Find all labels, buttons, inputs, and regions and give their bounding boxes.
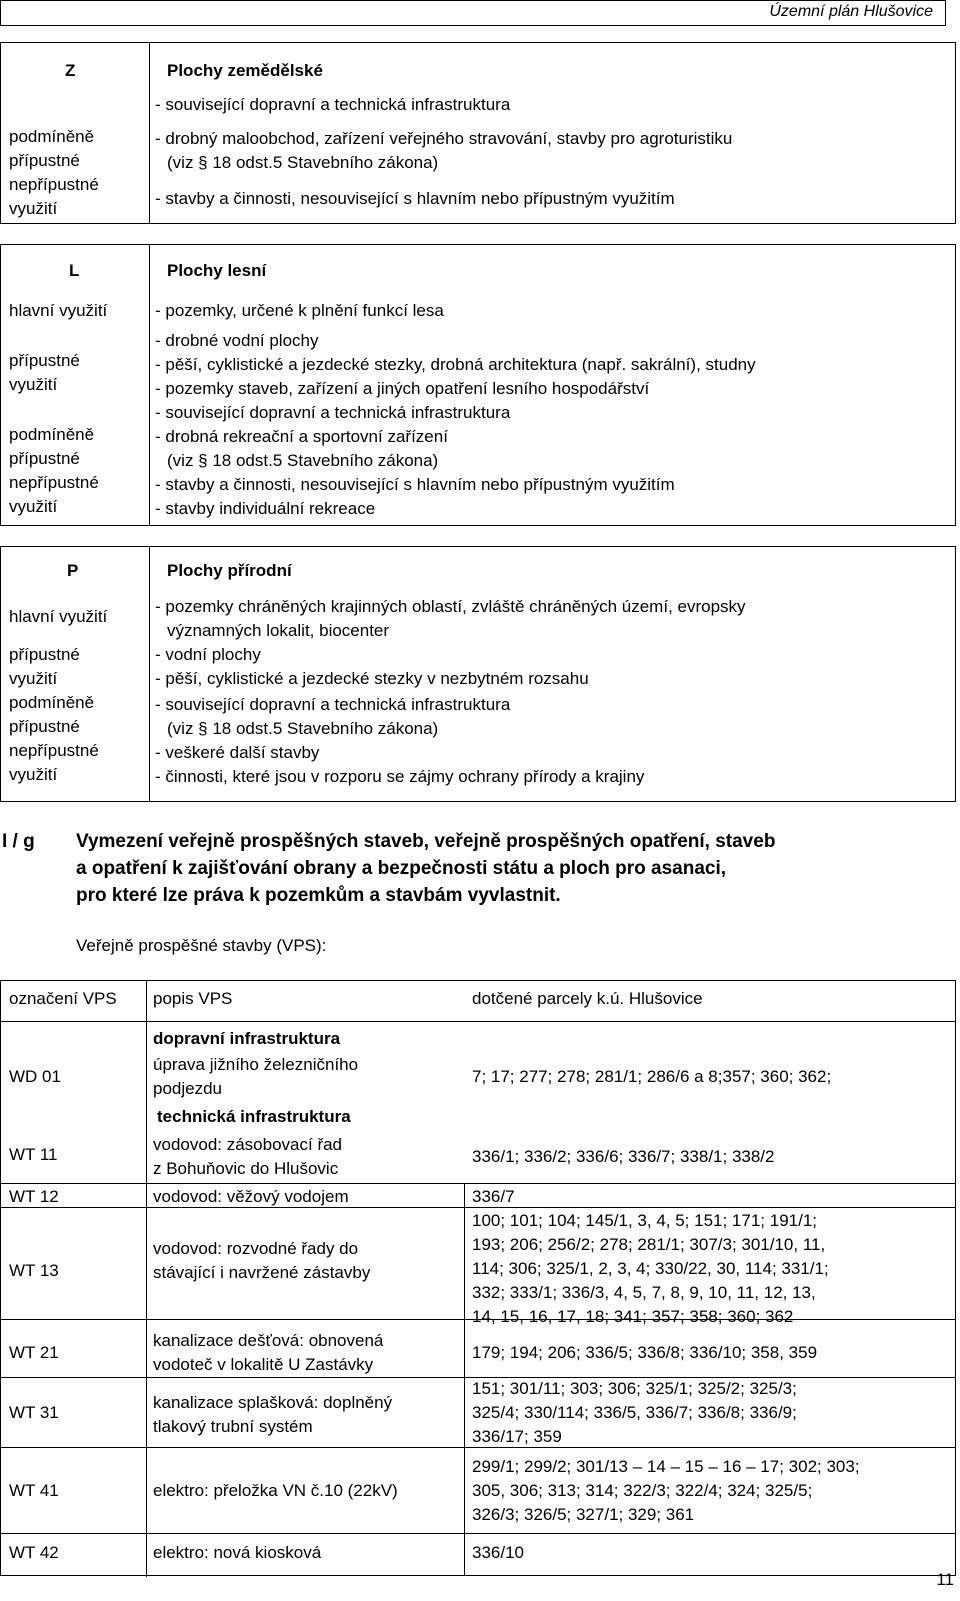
column-divider: [149, 245, 150, 525]
document-title: Územní plán Hlušovice: [769, 3, 933, 20]
column-header: popis VPS: [153, 989, 233, 1008]
text-line: (viz § 18 odst.5 Stavebního zákona): [167, 451, 439, 470]
group-heading: technická infrastruktura: [157, 1107, 351, 1126]
label: využití: [9, 497, 58, 516]
group-heading: dopravní infrastruktura: [153, 1029, 341, 1048]
label: využití: [9, 669, 58, 688]
row-divider: [1, 1533, 955, 1534]
vps-parcels: 179; 194; 206; 336/5; 336/8; 336/10; 358, 359: [472, 1343, 818, 1362]
text-line: - pozemky, určené k plnění funkcí lesa: [155, 301, 444, 320]
text-line: - drobné vodní plochy: [155, 331, 319, 350]
vps-desc: podjezdu: [153, 1079, 223, 1098]
vps-code: WD 01: [9, 1067, 61, 1086]
text-line: významných lokalit, biocenter: [167, 621, 390, 640]
col-divider: [146, 981, 147, 1577]
vps-code: WT 21: [9, 1343, 59, 1362]
vps-parcels: 299/1; 299/2; 301/13 – 14 – 15 – 16 – 17; 302; 303;: [472, 1457, 860, 1476]
text-line: - stavby individuální rekreace: [155, 499, 376, 518]
vps-desc: úprava jižního železničního: [153, 1055, 359, 1074]
label: podmíněně: [9, 127, 95, 146]
label: hlavní využití: [9, 301, 108, 320]
vps-parcels: 7; 17; 277; 278; 281/1; 286/6 a 8;357; 360; 362;: [472, 1067, 832, 1086]
vps-parcels: 336/7: [472, 1187, 515, 1206]
column-header: dotčené parcely k.ú. Hlušovice: [472, 989, 703, 1008]
vps-code: WT 11: [9, 1145, 58, 1164]
text-line: - pěší, cyklistické a jezdecké stezky v nezbytném rozsahu: [155, 669, 589, 688]
text-line: - drobná rekreační a sportovní zařízení: [155, 427, 448, 446]
vps-desc: stávající i navržené zástavby: [153, 1263, 371, 1282]
vps-parcels: 100; 101; 104; 145/1, 3, 4, 5; 151; 171; 191/1;: [472, 1211, 818, 1230]
text-line: - pozemky chráněných krajinných oblastí, zvláště chráněných území, evropsky: [155, 597, 746, 616]
vps-desc: vodovod: věžový vodojem: [153, 1187, 349, 1206]
text-line: - související dopravní a technická infrastruktura: [155, 403, 511, 422]
label: využití: [9, 765, 58, 784]
section-code: P: [67, 561, 79, 580]
row-divider: [1, 1183, 955, 1184]
text-line: (viz § 18 odst.5 Stavebního zákona): [167, 153, 439, 172]
vps-parcels: 193; 206; 256/2; 278; 281/1; 307/3; 301/10, 11,: [472, 1235, 826, 1254]
section-code: L: [69, 261, 80, 280]
vps-parcels: 14, 15, 16, 17, 18; 341; 357; 358; 360; 362: [472, 1307, 794, 1326]
section-code: I / g: [2, 831, 35, 852]
page-number: 11: [936, 1570, 954, 1589]
vps-desc: vodoteč v lokalitě U Zastávky: [153, 1355, 374, 1374]
text-line: - související dopravní a technická infrastruktura: [155, 695, 511, 714]
section-code: Z: [65, 61, 76, 80]
vps-parcels: 325/4; 330/114; 336/5, 336/7; 336/8; 336/9;: [472, 1403, 797, 1422]
section-title: Plochy zemědělské: [167, 61, 323, 80]
vps-desc: vodovod: rozvodné řady do: [153, 1239, 359, 1258]
vps-desc: z Bohuňovic do Hlušovic: [153, 1159, 339, 1178]
vps-desc: kanalizace splašková: doplněný: [153, 1393, 393, 1412]
text-line: - činnosti, které jsou v rozporu se zájmy ochrany přírody a krajiny: [155, 767, 645, 786]
text-line: - veškeré další stavby: [155, 743, 320, 762]
vps-parcels: 336/1; 336/2; 336/6; 336/7; 338/1; 338/2: [472, 1147, 775, 1166]
label: přípustné: [9, 645, 80, 664]
label: podmíněně: [9, 425, 95, 444]
label: podmíněně: [9, 693, 95, 712]
column-header: označení VPS: [9, 989, 117, 1008]
heading-line: Vymezení veřejně prospěšných staveb, veřejně prospěšných opatření, staveb: [76, 831, 776, 852]
col-divider: [464, 1183, 465, 1575]
label: nepřípustné: [9, 175, 99, 194]
text-line: - stavby a činnosti, nesouvisející s hlavním nebo přípustným využitím: [155, 475, 675, 494]
label: nepřípustné: [9, 741, 99, 760]
column-divider: [149, 43, 150, 223]
label: využití: [9, 375, 58, 394]
vps-desc: elektro: nová kiosková: [153, 1543, 322, 1562]
text-line: - drobný maloobchod, zařízení veřejného stravování, stavby pro agroturistiku: [155, 129, 733, 148]
vps-desc: kanalizace dešťová: obnovená: [153, 1331, 384, 1350]
vps-parcels: 332; 333/1; 336/3, 4, 5, 7, 8, 9, 10, 11, 12, 13,: [472, 1283, 816, 1302]
label: přípustné: [9, 717, 80, 736]
label: hlavní využití: [9, 607, 108, 626]
text-line: - vodní plochy: [155, 645, 261, 664]
label: využití: [9, 199, 58, 218]
section-p: [0, 546, 956, 802]
page-header: [0, 0, 946, 26]
text-line: (viz § 18 odst.5 Stavebního zákona): [167, 719, 439, 738]
text-line: - související dopravní a technická infrastruktura: [155, 95, 511, 114]
section-l: [0, 244, 956, 526]
label: přípustné: [9, 351, 80, 370]
subheading: Veřejně prospěšné stavby (VPS):: [76, 936, 327, 955]
column-divider: [149, 547, 150, 801]
vps-code: WT 31: [9, 1403, 59, 1422]
vps-code: WT 42: [9, 1543, 59, 1562]
vps-desc: tlakový trubní systém: [153, 1417, 313, 1436]
vps-table: [0, 980, 956, 1576]
text-line: - pozemky staveb, zařízení a jiných opatření lesního hospodářství: [155, 379, 650, 398]
vps-parcels: 114; 306; 325/1, 2, 3, 4; 330/22, 30, 114; 331/1;: [472, 1259, 829, 1278]
vps-parcels: 326/3; 326/5; 327/1; 329; 361: [472, 1505, 695, 1524]
label: nepřípustné: [9, 473, 99, 492]
heading-line: a opatření k zajišťování obrany a bezpečnosti státu a ploch pro asanaci,: [76, 858, 727, 879]
section-title: Plochy lesní: [167, 261, 267, 280]
label: přípustné: [9, 449, 80, 468]
vps-code: WT 12: [9, 1187, 59, 1206]
vps-desc: vodovod: zásobovací řad: [153, 1135, 343, 1154]
heading-line: pro které lze práva k pozemkům a stavbám vyvlastnit.: [76, 885, 561, 906]
label: přípustné: [9, 151, 80, 170]
vps-code: WT 13: [9, 1261, 59, 1280]
vps-parcels: 151; 301/11; 303; 306; 325/1; 325/2; 325/3;: [472, 1379, 797, 1398]
vps-parcels: 305, 306; 313; 314; 322/3; 322/4; 324; 325/5;: [472, 1481, 813, 1500]
text-line: - stavby a činnosti, nesouvisející s hlavním nebo přípustným využitím: [155, 189, 675, 208]
section-title: Plochy přírodní: [167, 561, 292, 580]
vps-desc: elektro: přeložka VN č.10 (22kV): [153, 1481, 398, 1500]
row-divider: [1, 1021, 955, 1022]
vps-code: WT 41: [9, 1481, 59, 1500]
vps-parcels: 336/17; 359: [472, 1427, 562, 1446]
vps-parcels: 336/10: [472, 1543, 524, 1562]
section-z: [0, 42, 956, 224]
text-line: - pěší, cyklistické a jezdecké stezky, drobná architektura (např. sakrální), studny: [155, 355, 756, 374]
